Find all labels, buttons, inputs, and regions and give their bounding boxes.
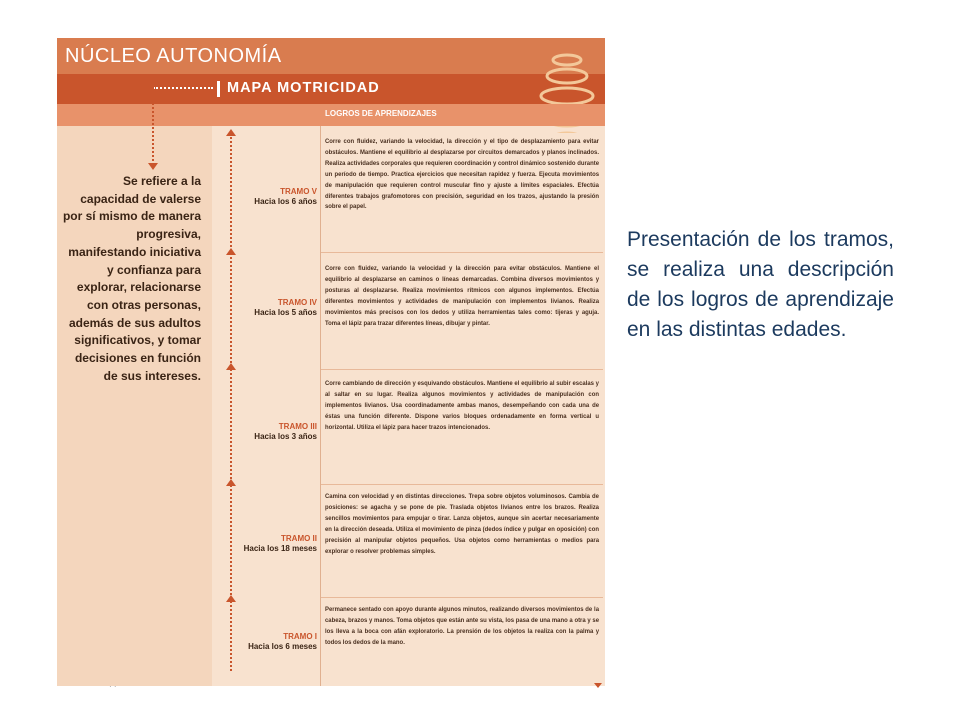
tramo-iv-achievements xyxy=(321,260,603,370)
arrow-down-icon xyxy=(148,163,158,170)
achievement-text: Corre cambiando de dirección y esquivando obstáculos. Mantiene el equilibrio al subir escalas y al saltar en su lugar. Realiza algunos movimientos y actividades de manipulación con implementos livianos. Usa coordinadamente ambas manos, desempeñando con cada una de éstas una función diferente. Dispone varios bloques ordenadamente en forma vertical u horizontal. Utiliza el lápiz para hacer trazos intencionados. xyxy=(325,381,599,431)
tramo-name: TRAMO V xyxy=(280,187,317,196)
footer-mark: · · xyxy=(109,682,117,691)
tramo-iii-label xyxy=(57,422,317,442)
subtitle-bar xyxy=(217,81,220,97)
tramo-v-achievements xyxy=(321,133,603,253)
header-dotted-line xyxy=(153,87,213,89)
achievement-text: Camina con velocidad y en distintas direcciones. Trepa sobre objetos voluminosos. Cambia de posiciones: se agacha y se pone de pie. Traslada objetos livianos entre los brazos. Realiza sencillos movimientos para empujar o tirar. Lanza objetos, aunque sin acertar necesariamente en la dirección deseada. Utiliza el movimiento de pinza (dedos índice y pulgar en oposición) con precisión al manipular objetos pequeños. Usa objetos como herramientas o medios para explorar o resolver problemas simples. xyxy=(325,494,599,555)
tramo-i-achievements xyxy=(321,601,603,681)
tramo-i-label xyxy=(57,632,317,652)
tramo-age: Hacia los 5 años xyxy=(254,308,317,317)
timeline-arrow-icon xyxy=(226,129,236,136)
poster-title: NÚCLEO AUTONOMÍA xyxy=(57,38,605,74)
tramo-age: Hacia los 3 años xyxy=(254,432,317,441)
slide-caption: Presentación de los tramos, se realiza una descripción de los logros de aprendizaje en las distintas edades. xyxy=(627,228,894,341)
achievement-text: Corre con fluidez, variando la velocidad, la dirección y el tipo de desplazamiento para evitar obstáculos. Mantiene el equilibrio al desplazarse por circuitos demarcados y planos inclinados. Realiza actividades corporales que requieren coordinación y control dinámico sostenido durante un período de tiempo. Practica ejercicios que necesitan rapidez y fuerza. Ejecuta movimientos de manipulación que requieren control muscular fino y ajuste a límites espaciales. Efectúa diferentes trabajos grafomotores con precisión, seguridad en los trazos, ajustando la presión sobre el papel. xyxy=(325,139,599,211)
tramo-age: Hacia los 6 años xyxy=(254,197,317,206)
description-dotted-line xyxy=(152,87,154,165)
tramo-ii-label xyxy=(57,534,317,554)
tramo-v-label xyxy=(57,187,317,207)
tramo-iii-achievements xyxy=(321,375,603,485)
tramo-age: Hacia los 6 meses xyxy=(248,642,317,651)
tramo-name: TRAMO I xyxy=(283,632,317,641)
tramo-name: TRAMO IV xyxy=(277,298,317,307)
timeline-arrow-icon xyxy=(226,248,236,255)
tramo-ii-achievements xyxy=(321,488,603,598)
achievement-text: Permanece sentado con apoyo durante algunos minutos, realizando diversos movimientos de la cabeza, brazos y manos. Toma objetos que están ante su vista, los pasa de una mano a otra y se los lleva a la boca con afán exploratorio. La prensión de los objetos la realiza con la palma y todos los dedos de la mano. xyxy=(325,607,599,646)
achievement-text: Corre con fluidez, variando la velocidad y la dirección para evitar obstáculos. Mantiene el equilibrio al desplazarse en caminos o líneas demarcadas. Combina diversos movimientos y posturas al desplazarse. Realiza movimientos rítmicos con algunos implementos. Efectúa diferentes movimientos y actividades de manipulación con implementos livianos. Realiza movimientos más precisos con los dedos y utiliza herramientas tales como: tijeras y aguja. Toma el lápiz para trazar diferentes líneas, dibujar y pintar. xyxy=(325,266,599,327)
timeline-line xyxy=(230,133,232,671)
poster-subtitle: MAPA MOTRICIDAD xyxy=(227,80,380,96)
tramo-age: Hacia los 18 meses xyxy=(243,544,317,553)
poster-mapa-motricidad xyxy=(57,38,605,686)
timeline-arrow-icon xyxy=(226,595,236,602)
timeline-arrow-icon xyxy=(226,363,236,370)
autonomy-description: Se refiere a la capacidad de valerse por sí mismo de manera progresiva, manifestando iniciativa y confianza para explorar, relacionarse con otras personas, además de sus adultos significativos, y tomar decisiones en función de sus intereses. xyxy=(62,174,201,383)
logros-header: LOGROS DE APRENDIZAJES xyxy=(325,109,437,118)
timeline-arrow-icon xyxy=(226,479,236,486)
tramo-iv-label xyxy=(57,298,317,318)
corner-arrow-icon xyxy=(594,683,602,688)
tramo-name: TRAMO III xyxy=(278,422,317,431)
tramo-name: TRAMO II xyxy=(281,534,317,543)
